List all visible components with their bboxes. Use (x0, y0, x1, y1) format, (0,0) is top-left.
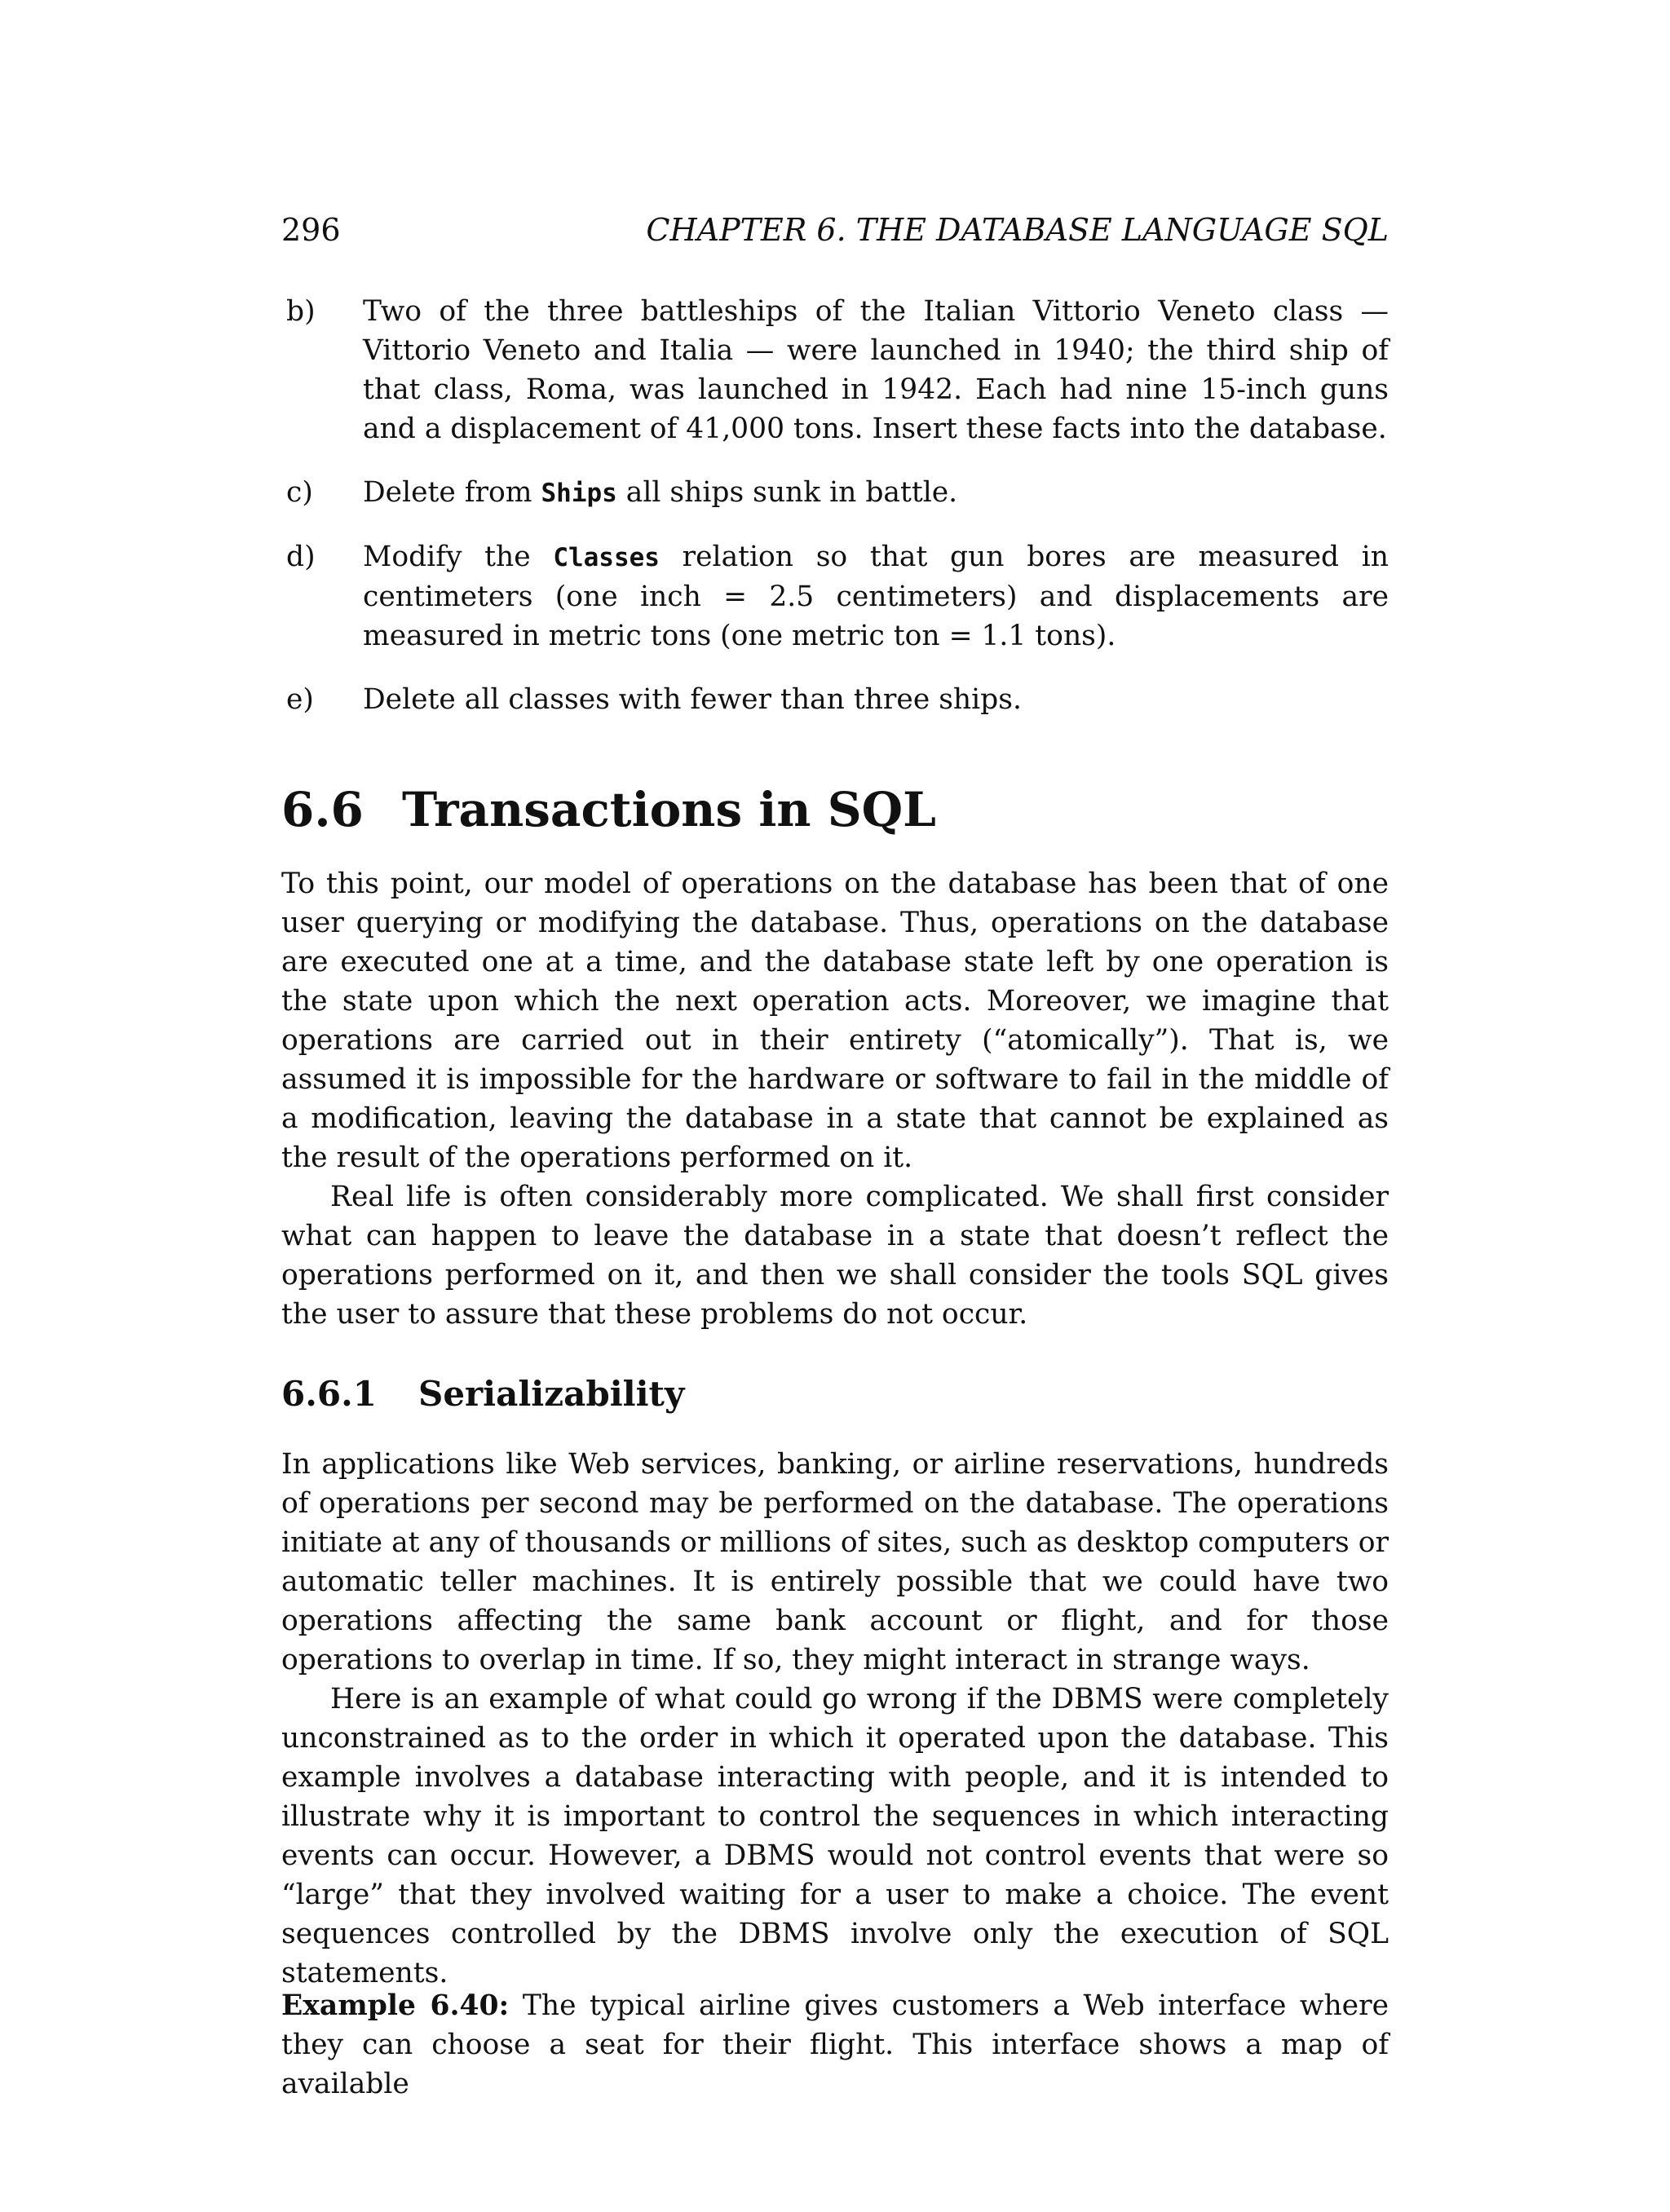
code-relation-name: Ships (541, 479, 617, 508)
exercise-text-post: relation so that gun bores are measured in centimeters (one inch = 2.5 centimeters) and displacements are measured in metric tons (one metric ton = 1.1 tons). (363, 541, 1389, 652)
subsection-paragraph-2: Here is an example of what could go wrong if the DBMS were completely unconstrained as to the order in which it operated upon the database. This example involves a database interacting with people, and it is intended to illustrate why it is important to control the sequences in which interacting events can occur. However, a DBMS would not control events that were so “large” that they involved waiting for a user to make a choice. The event sequences controlled by the DBMS involve only the execution of SQL statements. (281, 1683, 1389, 1989)
exercise-item-b (281, 292, 1389, 448)
running-head (281, 210, 1389, 249)
example-title: Example 6.40: (281, 1989, 510, 2022)
exercise-item-e (281, 680, 1389, 719)
exercise-label: c) (286, 476, 313, 509)
exercise-text-pre: Modify the (363, 541, 554, 573)
subsection-heading (281, 1371, 684, 1417)
section-title: Transactions in SQL (402, 782, 936, 837)
exercise-item-c (281, 473, 1389, 513)
exercise-text-post: all ships sunk in battle. (616, 476, 958, 509)
code-relation-name: Classes (553, 543, 660, 572)
example-paragraph (281, 1986, 1389, 2104)
subsection-title: Serializability (418, 1374, 685, 1414)
exercise-text: Two of the three battleships of the Italian Vittorio Veneto class — Vittorio Veneto and Italia — were launched in 1940; the third ship of that class, Roma, was launched in 1942. Each had nine 15-inch guns and a displacement of 41,000 tons. Insert these facts into the database. (363, 295, 1389, 445)
section-paragraph-1: To this point, our model of operations on the database has been that of one user querying or modifying the database. Thus, operations on the database are executed one at a time, and the database state left by one operation is the state upon which the next operation acts. Moreover, we imagine that operations are carried out in their entirety (“atomically”). That is, we assumed it is impossible for the hardware or software to fail in the middle of a modification, leaving the database in a state that cannot be explained as the result of the operations performed on it. (281, 868, 1389, 1174)
exercise-list (281, 292, 1389, 719)
subsection-paragraph-1: In applications like Web services, banking, or airline reservations, hundreds of operations per second may be performed on the database. The operations initiate at any of thousands or millions of sites, such as desktop computers or automatic teller machines. It is entirely possible that we could have two operations affecting the same bank account or flight, and for those operations to overlap in time. If so, they might interact in strange ways. (281, 1448, 1389, 1676)
exercise-label: b) (286, 295, 316, 328)
exercise-label: d) (286, 541, 316, 573)
exercise-text-pre: Delete from (363, 476, 541, 509)
page-number: 296 (281, 212, 341, 248)
exercise-item-d (281, 537, 1389, 656)
subsection-number: 6.6.1 (281, 1374, 377, 1414)
section-paragraph-2: Real life is often considerably more complicated. We shall first consider what can happen to leave the database in a state that doesn’t reflect the operations performed on it, and then we shall consider the tools SQL gives the user to assure that these problems do not occur. (281, 1181, 1389, 1331)
section-number: 6.6 (281, 782, 364, 837)
exercise-text: Delete all classes with fewer than three ships. (363, 683, 1022, 716)
chapter-title: CHAPTER 6. THE DATABASE LANGUAGE SQL (646, 212, 1389, 248)
section-heading (281, 781, 936, 838)
exercise-label: e) (286, 683, 314, 716)
example-text: The typical airline gives customers a Web interface where they can choose a seat for their flight. This interface shows a map of available (281, 1989, 1389, 2100)
